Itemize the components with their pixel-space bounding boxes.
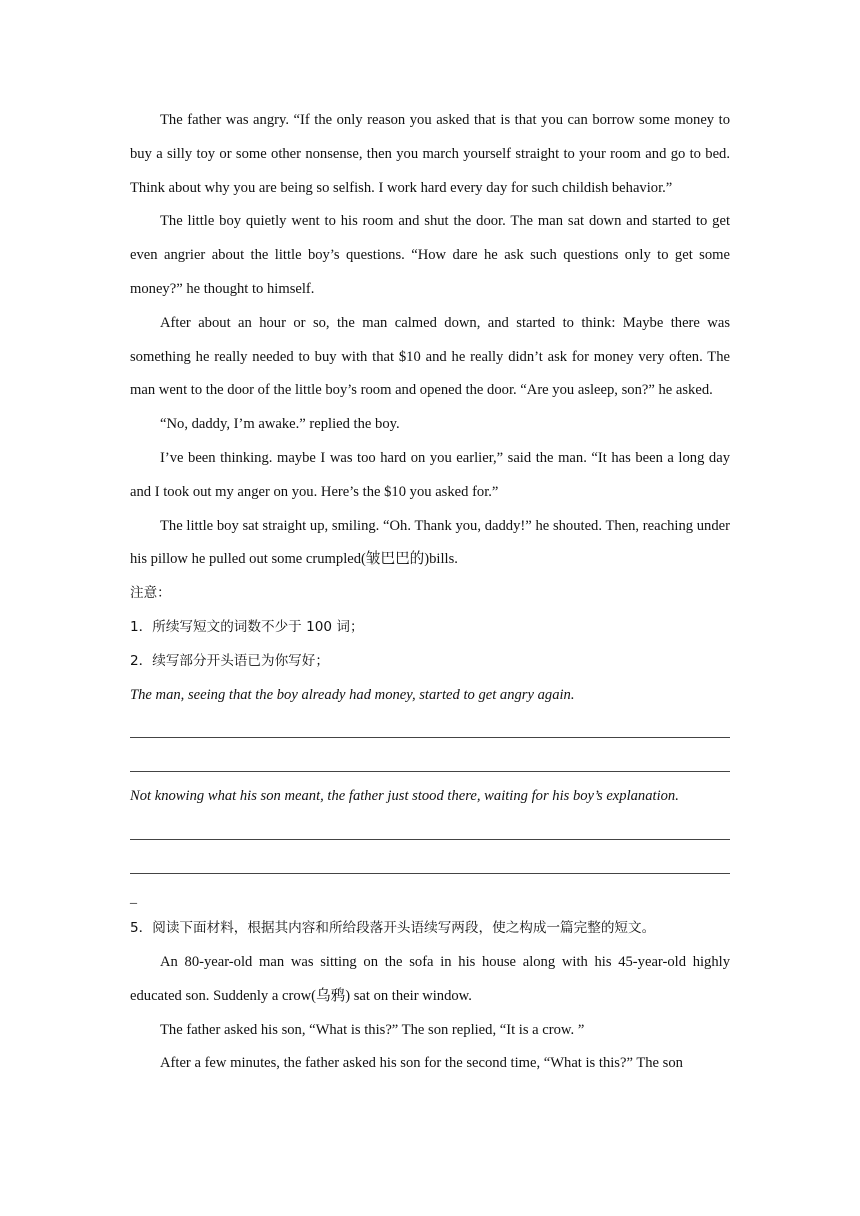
continuation-prompt: Not knowing what his son meant, the father just stood there, waiting for his boy’s explanation.	[130, 788, 679, 805]
story-paragraph: I’ve been thinking. maybe I was too hard on you earlier,” said the man. “It has been a long day and I took out my anger on you. Here’s the $10 you asked for.”	[130, 449, 730, 500]
continuation-prompt: The man, seeing that the boy already had money, started to get angry again.	[130, 686, 575, 703]
story-paragraph: The little boy sat straight up, smiling. “Oh. Thank you, daddy!” he shouted. Then, reaching under his pillow he pulled out some crumpled(皱巴巴的)bills.	[130, 517, 730, 568]
notes-heading: 注意：	[130, 585, 171, 602]
question-paragraph: The father asked his son, “What is this?” The son replied, “It is a crow. ”	[160, 1021, 585, 1038]
story-paragraph: The little boy quietly went to his room and shut the door. The man sat down and started to get even angrier about the little boy’s questions. “How dare he ask such questions only to get some money?” he thought to himself.	[130, 213, 730, 297]
question-paragraph: An 80-year-old man was sitting on the sofa in his house along with his 45-year-old highly educated son. Suddenly a crow(乌鸦) sat on their window.	[130, 953, 730, 1004]
story-paragraph: The father was angry. “If the only reason you asked that is that you can borrow some money to buy a silly toy or some other nonsense, then you march yourself straight to your room and go to bed. Think about why you are being so selfish. I work hard every day for such childish behavior.”	[130, 112, 730, 196]
writing-line[interactable]	[130, 814, 730, 848]
question-paragraph: After a few minutes, the father asked his son for the second time, “What is this?” The son	[160, 1055, 683, 1072]
note-item: 1．所续写短文的词数不少于 100 词；	[130, 618, 364, 635]
note-item: 2．续写部分开头语已为你写好；	[130, 652, 329, 669]
document-page	[130, 104, 730, 1081]
writing-line[interactable]	[130, 712, 730, 746]
trailing-underscore: _	[130, 891, 137, 907]
story-paragraph: After about an hour or so, the man calmed down, and started to think: Maybe there was something he really needed to buy with that $10 and he really didn’t ask for money very often. The man went to the door of the little boy’s room and opened the door. “Are you asleep, son?” he asked.	[130, 314, 730, 399]
question-instruction: 5．阅读下面材料，根据其内容和所给段落开头语续写两段，使之构成一篇完整的短文。	[130, 920, 656, 937]
writing-line[interactable]	[130, 746, 730, 780]
story-paragraph: “No, daddy, I’m awake.” replied the boy.	[160, 416, 400, 433]
writing-line[interactable]	[130, 848, 730, 882]
